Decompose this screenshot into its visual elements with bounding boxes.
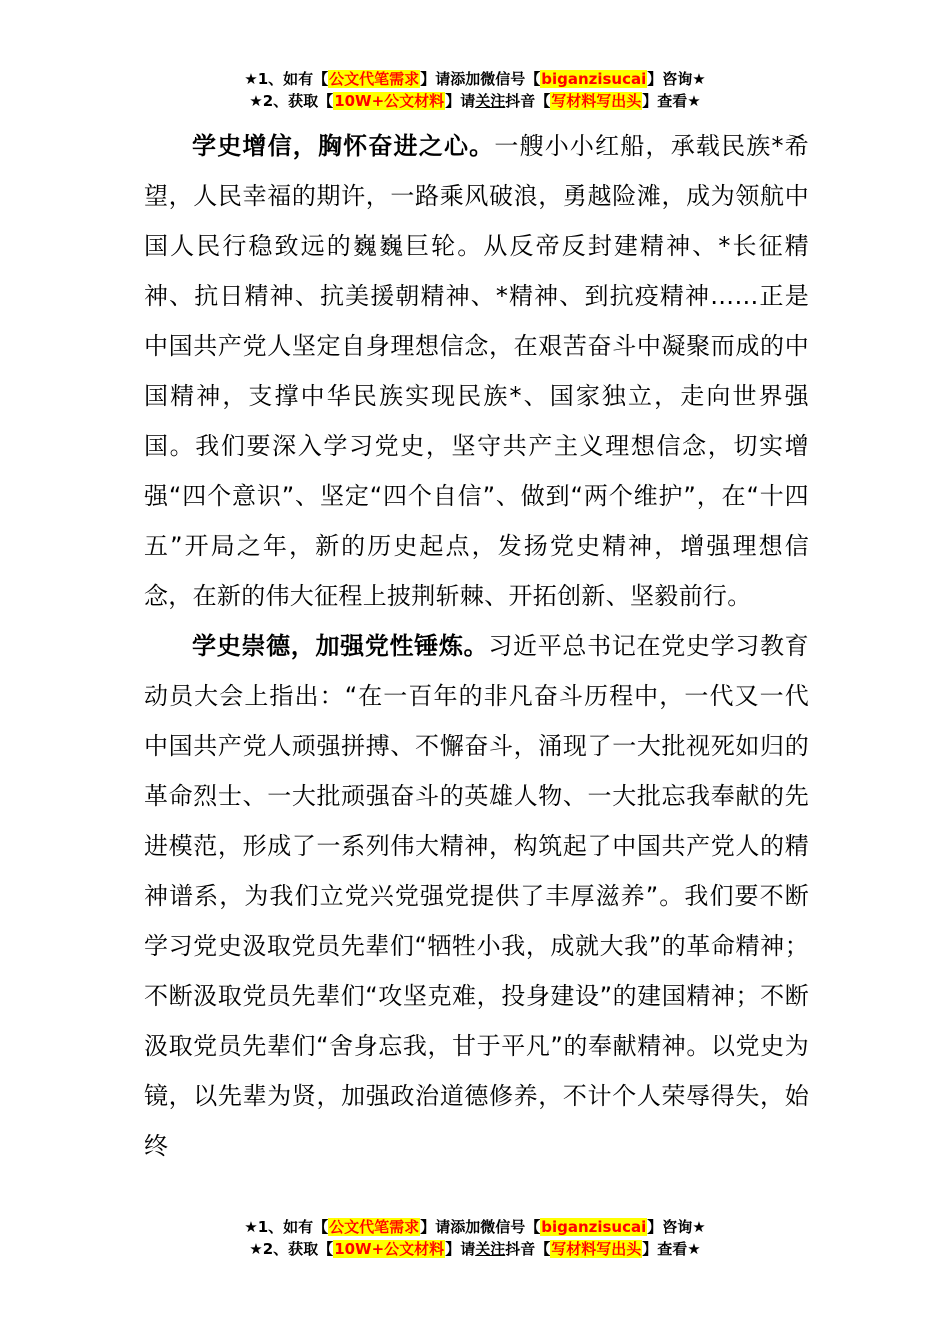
banner-line-2 xyxy=(0,90,950,112)
banner-highlight: 10W+公文材料 xyxy=(334,92,445,110)
banner-highlight: 公文代笔需求 xyxy=(329,1218,420,1236)
banner-text: 抖音【 xyxy=(505,1240,551,1258)
douyin-highlight: 写材料写出头 xyxy=(551,1240,642,1258)
wechat-id-highlight: biganzisucai xyxy=(541,70,647,88)
banner-text: ★2、获取【 xyxy=(249,92,334,110)
banner-text: 】咨询★ xyxy=(647,1218,706,1236)
banner-line-1 xyxy=(0,68,950,90)
banner-underlined: 关注 xyxy=(475,1240,506,1258)
paragraph-text: 一艘小小红船，承载民族*希望，人民幸福的期许，一路乘风破浪，勇越险滩，成为领航中国人民行稳致远的巍巍巨轮。从反帝反封建精神、*长征精神、抗日精神、抗美援朝精神、*精神、到抗疫精神……正是中国共产党人坚定自身理想信念，在艰苦奋斗中凝聚而成的中国精神，支撑中华民族实现民族*、国家独立，走向世界强国。我们要深入学习党史，坚守共产主义理想信念，切实增强“四个意识”、坚定“四个自信”、做到“两个维护”，在“十四五”开局之年，新的历史起点，发扬党史精神，增强理想信念，在新的伟大征程上披荆斩棘、开拓创新、坚毅前行。 xyxy=(144,132,809,610)
banner-text: ★1、如有【 xyxy=(244,1218,329,1236)
header-banner xyxy=(0,68,950,112)
banner-text: 】请添加微信号【 xyxy=(420,70,541,88)
banner-text: 抖音【 xyxy=(505,92,551,110)
banner-line-2 xyxy=(0,1238,950,1260)
paragraph-text: 习近平总书记在党史学习教育动员大会上指出：“在一百年的非凡奋斗历程中，一代又一代中国共产党人顽强拼搏、不懈奋斗，涌现了一大批视死如归的革命烈士、一大批顽强奋斗的英雄人物、一大批忘我奉献的先进模范，形成了一系列伟大精神，构筑起了中国共产党人的精神谱系，为我们立党兴党强党提供了丰厚滋养”。我们要不断学习党史汲取党员先辈们“牺牲小我，成就大我”的革命精神；不断汲取党员先辈们“攻坚克难，投身建设”的建国精神；不断汲取党员先辈们“舍身忘我，甘于平凡”的奉献精神。以党史为镜，以先辈为贤，加强政治道德修养，不计个人荣辱得失，始终 xyxy=(144,632,809,1160)
document-body xyxy=(144,121,809,1171)
banner-text: 】请添加微信号【 xyxy=(420,1218,541,1236)
banner-text: 】请 xyxy=(445,1240,476,1258)
banner-highlight: 公文代笔需求 xyxy=(329,70,420,88)
banner-text: 】请 xyxy=(445,92,476,110)
paragraph-xue-shi-zeng-xin xyxy=(144,121,809,621)
banner-text: ★2、获取【 xyxy=(249,1240,334,1258)
paragraph-lead: 学史崇德，加强党性锤炼。 xyxy=(192,632,489,660)
banner-text: 】查看★ xyxy=(642,92,701,110)
banner-text: ★1、如有【 xyxy=(244,70,329,88)
banner-text: 】咨询★ xyxy=(647,70,706,88)
paragraph-lead: 学史增信，胸怀奋进之心。 xyxy=(192,132,495,160)
banner-underlined: 关注 xyxy=(475,92,506,110)
paragraph-xue-shi-chong-de xyxy=(144,621,809,1171)
wechat-id-highlight: biganzisucai xyxy=(541,1218,647,1236)
footer-banner xyxy=(0,1216,950,1260)
banner-line-1 xyxy=(0,1216,950,1238)
douyin-highlight: 写材料写出头 xyxy=(551,92,642,110)
banner-highlight: 10W+公文材料 xyxy=(334,1240,445,1258)
banner-text: 】查看★ xyxy=(642,1240,701,1258)
